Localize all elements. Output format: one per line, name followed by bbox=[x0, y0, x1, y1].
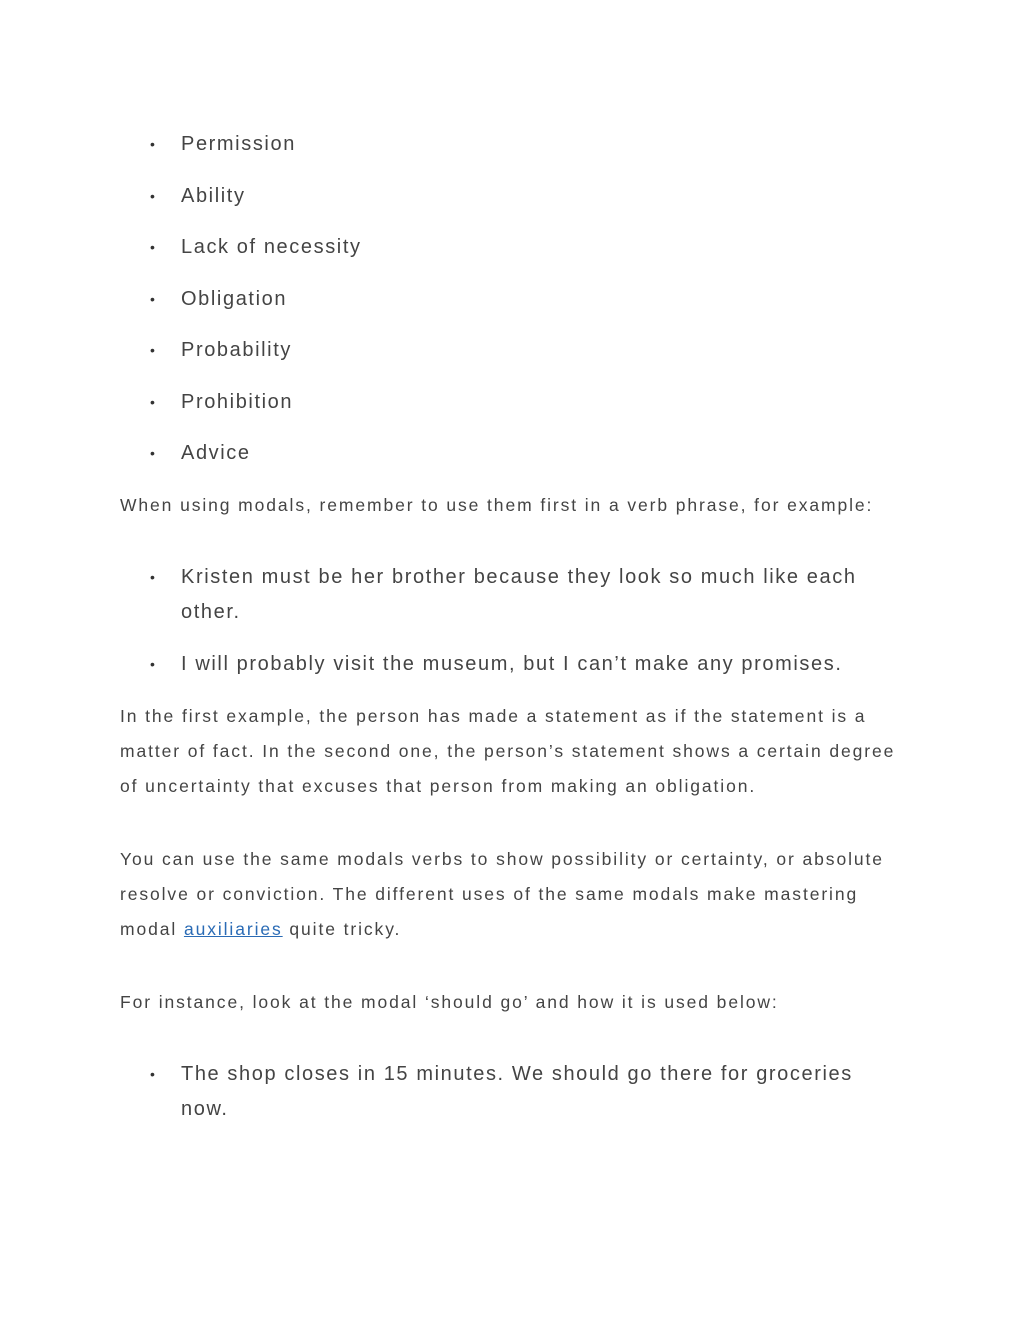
examples-list bbox=[0, 560, 1024, 699]
list-item-text: I will probably visit the museum, but I can’t make any promises. bbox=[181, 653, 843, 675]
list-item bbox=[0, 560, 1024, 630]
bullet-icon: • bbox=[150, 393, 155, 410]
list-item bbox=[0, 127, 1024, 162]
bullet-icon: • bbox=[150, 1066, 155, 1082]
list-item-text: The shop closes in 15 minutes. We should go there for groceries now. bbox=[181, 1063, 853, 1120]
bullet-icon: • bbox=[150, 187, 155, 204]
paragraph-text: You can use the same modals verbs to show possibility or certainty, or absolute resolve or conviction. The different uses of the same modals make mastering modal bbox=[120, 849, 884, 939]
list-item-text: Advice bbox=[181, 442, 251, 464]
list-item bbox=[0, 385, 1024, 420]
bullet-icon: • bbox=[150, 445, 155, 461]
explanation-paragraph: In the first example, the person has made a statement as if the statement is a matter of fact. In the second one, the person’s statement shows a certain degree of uncertainty that excuses that person from making an obligation. bbox=[120, 706, 896, 796]
bullet-icon: • bbox=[150, 656, 155, 672]
bullet-icon: • bbox=[150, 136, 155, 152]
list-item-text: Ability bbox=[181, 184, 246, 207]
bullet-icon: • bbox=[150, 569, 155, 585]
list-item bbox=[0, 333, 1024, 368]
final-examples-list bbox=[0, 1057, 1024, 1127]
list-item bbox=[0, 1057, 1024, 1127]
list-item-text: Obligation bbox=[181, 287, 288, 310]
instance-paragraph: For instance, look at the modal ‘should go’ and how it is used below: bbox=[120, 992, 779, 1012]
bullet-icon: • bbox=[150, 239, 155, 255]
list-item-text: Kristen must be her brother because they look so much like each other. bbox=[181, 566, 857, 623]
list-item bbox=[0, 436, 1024, 471]
list-item bbox=[0, 282, 1024, 317]
list-item-text: Probability bbox=[181, 339, 292, 361]
modal-uses-list bbox=[0, 127, 1024, 488]
auxiliaries-link[interactable]: auxiliaries bbox=[183, 919, 283, 939]
bullet-icon: • bbox=[150, 342, 155, 358]
paragraph-text: quite tricky. bbox=[282, 919, 402, 939]
list-item bbox=[0, 647, 1024, 682]
intro-paragraph: When using modals, remember to use them first in a verb phrase, for example: bbox=[120, 495, 874, 515]
modals-paragraph bbox=[120, 842, 910, 947]
list-item bbox=[0, 179, 1024, 214]
bullet-icon: • bbox=[150, 290, 155, 307]
list-item-text: Permission bbox=[181, 133, 296, 155]
list-item-text: Lack of necessity bbox=[181, 236, 362, 258]
list-item bbox=[0, 230, 1024, 265]
list-item-text: Prohibition bbox=[181, 390, 294, 413]
